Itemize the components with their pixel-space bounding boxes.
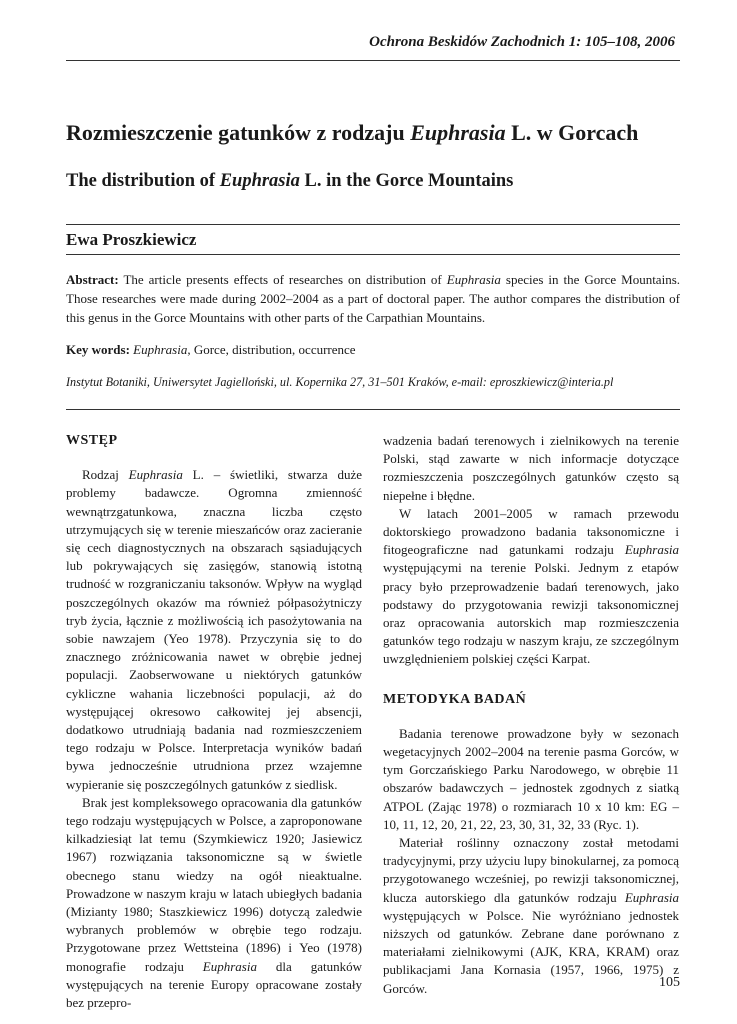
intro-heading: WSTĘP <box>66 433 118 448</box>
methods-p2-rest: występujących w Polsce. Nie wyróżniano jednostek niższych od gatunków. Zebrane dane porównano z materiałami zielnikowymi (AJK, KRA, KRAM) oraz publikacjami Jana Kornasia (1957, 1966, 1975) z Gorców. <box>383 907 679 996</box>
abstract-text-1: The article presents effects of researches on distribution of <box>118 272 447 287</box>
methods-p2-start: Materiał roślinny oznaczony został metodami tradycyjnymi, przy użyciu lupy binokularnej, za pomocą przygotowanego wcześniej, po rewizji taksonomicznej, klucza autorskiego dla gatunków rodzaju <box>383 835 679 905</box>
intro-p1-rest: L. – świetliki, stwarza duże problemy badawcze. Ogromna zmienność wewnątrzgatunkowa, znaczna liczba często utrzymujących się w terenie mieszańców oraz zacieranie się cech diagnostycznych na obszarach sąsiadujących lub pokrywających się zasięgów, stanowią istotną trudność w rozgraniczaniu taksonów. Wpływ na wygląd poszczególnych okazów ma również półpasożytniczy tryb życia, łącznie z możliwością ich pasożytowania na sobie nawzajem (Yeo 1978). Przyczynia się to do znacznego zróżnicowania nawet w obrębie jednej populacji. Zaobserwowane u niektórych gatunków cykliczne wahania liczebności populacji, aż do występującej okresowo całkowitej jej absencji, dodatkowo utrudniają badania nad rozmieszczeniem tego rodzaju w Polsce. Interpretacja wyników badań bywa jednocześnie utrudniona przez wzajemne wypieranie się poszczególnych gatunków z siedlisk. <box>66 467 362 792</box>
abstract-label: Abstract: <box>66 272 119 287</box>
keywords-label: Key words: <box>66 342 130 357</box>
author-bottom-rule <box>66 254 680 255</box>
title-polish-genus: Euphrasia <box>410 120 506 145</box>
author-top-rule <box>66 224 680 225</box>
title-english-start: The distribution of <box>66 171 220 191</box>
intro-p1-start: Rodzaj <box>82 467 129 483</box>
left-column <box>66 432 362 1012</box>
intro-paragraph-2-start <box>66 794 362 1012</box>
intro-p1-genus: Euphrasia <box>128 467 183 483</box>
intro-paragraph-1 <box>66 466 362 794</box>
title-english-end: L. in the Gorce Mountains <box>299 171 514 191</box>
intro-p3-rest: występującymi na terenie Polski. Jednym z etapów pracy było przeprowadzenie badań terenowych, jako podstawy do przygotowania rewizji taksonomicznej oraz opracowania autorskich map rozmieszczenia gatunków tego rodzaju w naszym kraju, ze szczególnym uwzględnieniem polskiej części Karpat. <box>383 560 679 667</box>
intro-paragraph-3 <box>383 505 679 669</box>
right-column <box>383 432 679 998</box>
title-polish <box>66 119 680 147</box>
methods-paragraph-1: Badania terenowe prowadzone były w sezonach wegetacyjnych 2002–2004 na terenie pasma Gorców, w tym Gorczańskiego Parku Narodowego, w obrębie 11 obszarów badawczych – jednostek zgodnych z siatką ATPOL (Zając 1978) o rozmiarach 10 x 10 km: EG – 10, 11, 12, 20, 21, 22, 23, 30, 31, 32, 33 (Ryc. 1). <box>383 725 679 832</box>
methods-paragraph-2 <box>383 834 679 998</box>
methods-heading: METODYKA BADAŃ <box>383 691 527 707</box>
abstract-text-2: species in the Gorce Mountains. Those researches were made during 2002–2004 as a part of doctoral paper. The author compares the distribution of this genus in the Gorce Mountains with other parts of the Carpathian Mountains. <box>66 272 680 325</box>
keywords-rest: , Gorce, distribution, occurrence <box>187 342 356 357</box>
title-polish-end: L. w Gorcach <box>505 120 639 145</box>
methods-p2-genus: Euphrasia <box>624 889 679 905</box>
intro-p2-genus: Euphrasia <box>202 958 257 974</box>
affiliation: Instytut Botaniki, Uniwersytet Jagielloński, ul. Kopernika 27, 31–501 Kraków, e-mail: eproszkiewicz@interia.pl <box>66 375 614 389</box>
abstract <box>66 270 680 327</box>
affiliation-rule <box>66 409 680 410</box>
intro-p2-rest: dla gatunków występujących na terenie Europy opracowane zostały bez przepro- <box>66 958 363 1011</box>
journal-header: Ochrona Beskidów Zachodnich 1: 105–108, 2006 <box>369 34 675 50</box>
intro-p3-start: W latach 2001–2005 w ramach przewodu doktorskiego prowadzono badania taksonomiczne i fitogeograficzne nad gatunkami rodzaju <box>383 505 679 558</box>
author-name: Ewa Proszkiewicz <box>66 230 197 249</box>
intro-p3-genus: Euphrasia <box>624 542 679 558</box>
title-english <box>66 169 680 193</box>
title-polish-start: Rozmieszczenie gatunków z rodzaju <box>66 120 411 145</box>
page-number: 105 <box>659 975 680 990</box>
intro-paragraph-2-cont: wadzenia badań terenowych i zielnikowych na terenie Polski, stąd zawarte w nich informacje dotyczące rozmieszczenia poszczególnych gatunków często są niepełne i błędne. <box>383 433 679 503</box>
keywords-genus: Euphrasia <box>133 342 188 357</box>
intro-p2-start: Brak jest kompleksowego opracowania dla gatunków tego rodzaju występujących w Polsce, a zaproponowane kilkadziesiąt lat temu (Szymkiewicz 1920; Jasiewicz 1967) rozwiązania taksonomiczne są w świetle obecnego stanu wiedzy na ogół nieaktualne. Prowadzone w naszym kraju w latach ubiegłych badania (Mizianty 1980; Staszkiewicz 1996) dotyczą zaledwie wybranych problemów w obrębie tego rodzaju. Przygotowane przez Wettsteina (1896) i Yeo (1978) monografie rodzaju <box>66 794 362 974</box>
abstract-genus: Euphrasia <box>446 272 501 287</box>
title-english-genus: Euphrasia <box>219 171 300 191</box>
keywords <box>66 340 680 359</box>
header-rule <box>66 60 680 61</box>
